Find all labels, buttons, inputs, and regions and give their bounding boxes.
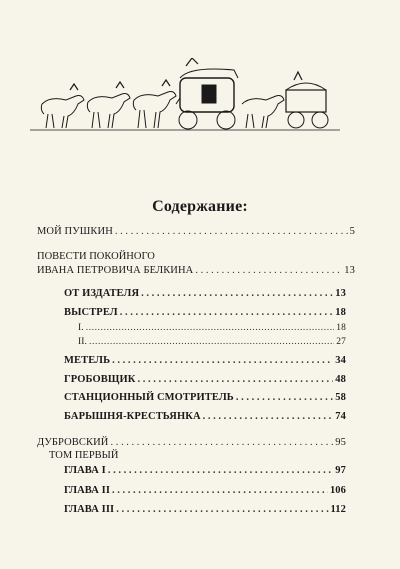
toc-entry-grobovshchik[interactable] — [64, 374, 346, 385]
toc-page: 97 — [335, 465, 346, 476]
toc-leader — [112, 485, 328, 496]
toc-page: 27 — [336, 337, 346, 347]
toc-entry-glava-1[interactable] — [64, 465, 346, 476]
toc-leader — [116, 504, 328, 515]
toc-title: ВЫСТРЕЛ — [64, 307, 118, 318]
toc-entry-tom-pervyi: ТОМ ПЕРВЫЙ — [49, 450, 119, 461]
toc-leader — [86, 323, 335, 333]
toc-entry-vystrel-part-2[interactable] — [78, 337, 346, 347]
toc-leader — [203, 411, 334, 422]
toc-leader — [108, 465, 333, 476]
toc-leader — [120, 307, 334, 318]
toc-entry-metel[interactable] — [64, 355, 346, 366]
toc-page: 18 — [335, 307, 346, 318]
toc-page: 34 — [335, 355, 346, 366]
toc-leader — [236, 392, 333, 403]
toc-page: 18 — [336, 323, 346, 333]
toc-page: 74 — [335, 411, 346, 422]
toc-page: 48 — [335, 374, 346, 385]
toc-title: ГЛАВА II — [64, 485, 111, 496]
toc-entry-vystrel-part-1[interactable] — [78, 323, 346, 333]
toc-page: 13 — [335, 288, 346, 299]
toc-leader — [110, 437, 333, 448]
toc-entry-glava-3[interactable] — [64, 504, 346, 515]
toc-leader — [137, 374, 333, 385]
toc-page: 13 — [344, 265, 355, 276]
toc-leader — [89, 337, 334, 347]
toc-title: II. — [78, 337, 88, 347]
toc-page: 58 — [335, 392, 346, 403]
toc-entry-baryshnya[interactable] — [64, 411, 346, 422]
toc-entry-smotritel[interactable] — [64, 392, 346, 403]
toc-page: 112 — [330, 504, 346, 515]
toc-leader — [195, 265, 342, 276]
toc-title: СТАНЦИОННЫЙ СМОТРИТЕЛЬ — [64, 392, 234, 403]
toc-leader — [112, 355, 333, 366]
toc-entry-ot-izdatelya[interactable] — [64, 288, 346, 299]
toc-title: ГЛАВА III — [64, 504, 115, 515]
toc-page: 5 — [349, 226, 355, 237]
toc-title: ДУБРОВСКИЙ — [37, 437, 109, 448]
toc-title: ИВАНА ПЕТРОВИЧА БЕЛКИНА — [37, 265, 194, 276]
toc-leader — [141, 288, 333, 299]
toc-page: 95 — [335, 437, 346, 448]
toc-title: ГЛАВА I — [64, 465, 106, 476]
toc-title: ОТ ИЗДАТЕЛЯ — [64, 288, 140, 299]
toc-entry-my-pushkin[interactable] — [37, 226, 355, 237]
toc-entry-povesti[interactable] — [37, 265, 355, 276]
toc-page: 106 — [329, 485, 346, 496]
toc-title: БАРЫШНЯ-КРЕСТЬЯНКА — [64, 411, 201, 422]
toc-title: МЕТЕЛЬ — [64, 355, 111, 366]
contents-heading: Содержание: — [152, 198, 248, 215]
toc-entry-glava-2[interactable] — [64, 485, 346, 496]
toc-title: ГРОБОВЩИК — [64, 374, 136, 385]
toc-title: МОЙ ПУШКИН — [37, 226, 113, 237]
toc-entry-vystrel[interactable] — [64, 307, 346, 318]
toc-entry-povesti-line1: ПОВЕСТИ ПОКОЙНОГО — [37, 251, 155, 262]
toc-entry-dubrovsky[interactable] — [37, 437, 346, 448]
toc-title: I. — [78, 323, 84, 333]
toc-leader — [115, 226, 348, 237]
